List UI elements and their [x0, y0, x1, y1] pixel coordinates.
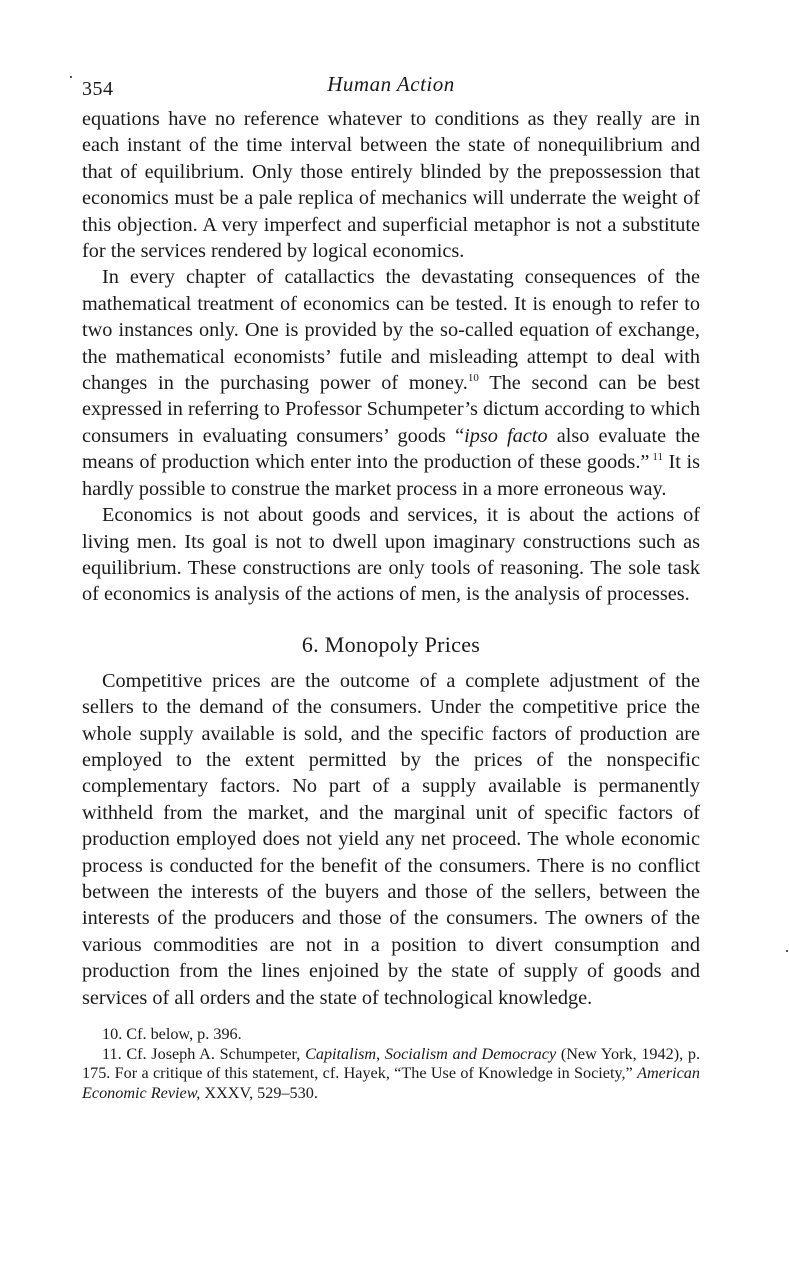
paragraph-text: The second can be best expressed in referring to Professor Schumpeter’s dictum according to which consumers in evaluating consumers’ goods “: [82, 372, 700, 447]
footnote-reference[interactable]: 10: [467, 372, 479, 385]
footnotes: [82, 1025, 700, 1103]
paragraph: Competitive prices are the outcome of a complete adjustment of the sellers to the demand of the consumers. Under the competitive price the whole supply available is sold, and the specific factors of production are employed to the extent permitted by the prices of the nonspecific complementary factors. No part of a supply available is permanently withheld from the market, and the marginal unit of specific factors of production employed does not yield any net proceed. The whole economic process is conducted for the benefit of the consumers. There is no conflict between the interests of the buyers and those of the sellers, between the interests of the producers and those of the consumers. The owners of the various commodities are not in a position to divert consumption and production from the lines enjoined by the state of supply of goods and services of all orders and the state of technological knowledge.: [82, 669, 700, 1009]
italic-phrase: ipso facto: [464, 424, 548, 447]
book-title: Human Action: [327, 72, 455, 96]
footnote-text: Cf. Joseph A. Schumpeter,: [121, 1044, 306, 1063]
journal-title-italic: American Economic Review,: [82, 1064, 700, 1102]
page-number: 354: [82, 78, 114, 100]
footnote-number: 11.: [102, 1044, 122, 1063]
footnote: [82, 1025, 700, 1045]
paragraph-text: In every chapter of catallactics the devastating consequences of the mathematical treatment of economics can be tested. It is enough to refer to two instances only. One is provided by the so-called equation of exchange, the mathematical economists’ futile and misleading attempt to deal with changes in the purchasing power of money.: [82, 266, 700, 395]
scan-mark: [70, 76, 72, 78]
footnote-text: Cf. below, p. 396.: [122, 1025, 242, 1043]
paragraph: equations have no reference whatever to conditions as they really are in each instant of the time interval between the state of nonequilibrium and that of equilibrium. Only those entirely blinded by the prepossession that economics must be a pale replica of mechanics will underrate the weight of this objection. A very imperfect and superficial metaphor is not a substitute for the services rendered by logical economics.: [82, 108, 700, 263]
body-text: [82, 106, 700, 1011]
book-page: [82, 72, 700, 1103]
footnote: [82, 1045, 700, 1104]
footnote-text: (New York, 1942), p. 175. For a critique of this statement, cf. Hayek, “The Use of Knowledge in Society,”: [82, 1044, 700, 1082]
scan-mark: [786, 950, 788, 952]
paragraph: [82, 264, 700, 502]
footnote-number: 10.: [102, 1025, 123, 1043]
paragraph-text: It is hardly possible to construe the market process in a more erroneous way.: [82, 451, 701, 500]
book-title-italic: Capitalism, Socialism and Democracy: [305, 1044, 557, 1063]
paragraph-text: also evaluate the means of production which enter into the production of these goods.”: [82, 424, 700, 474]
running-head: [82, 72, 700, 102]
section-heading: 6. Monopoly Prices: [301, 631, 481, 657]
footnote-reference[interactable]: 11: [652, 451, 663, 464]
footnote-text: XXXV, 529–530.: [200, 1083, 318, 1102]
paragraph: Economics is not about goods and services, it is about the actions of living men. Its goal is not to dwell upon imaginary constructions such as equilibrium. These constructions are only tools of reasoning. The sole task of economics is analysis of the actions of men, is the analysis of processes.: [82, 504, 700, 606]
